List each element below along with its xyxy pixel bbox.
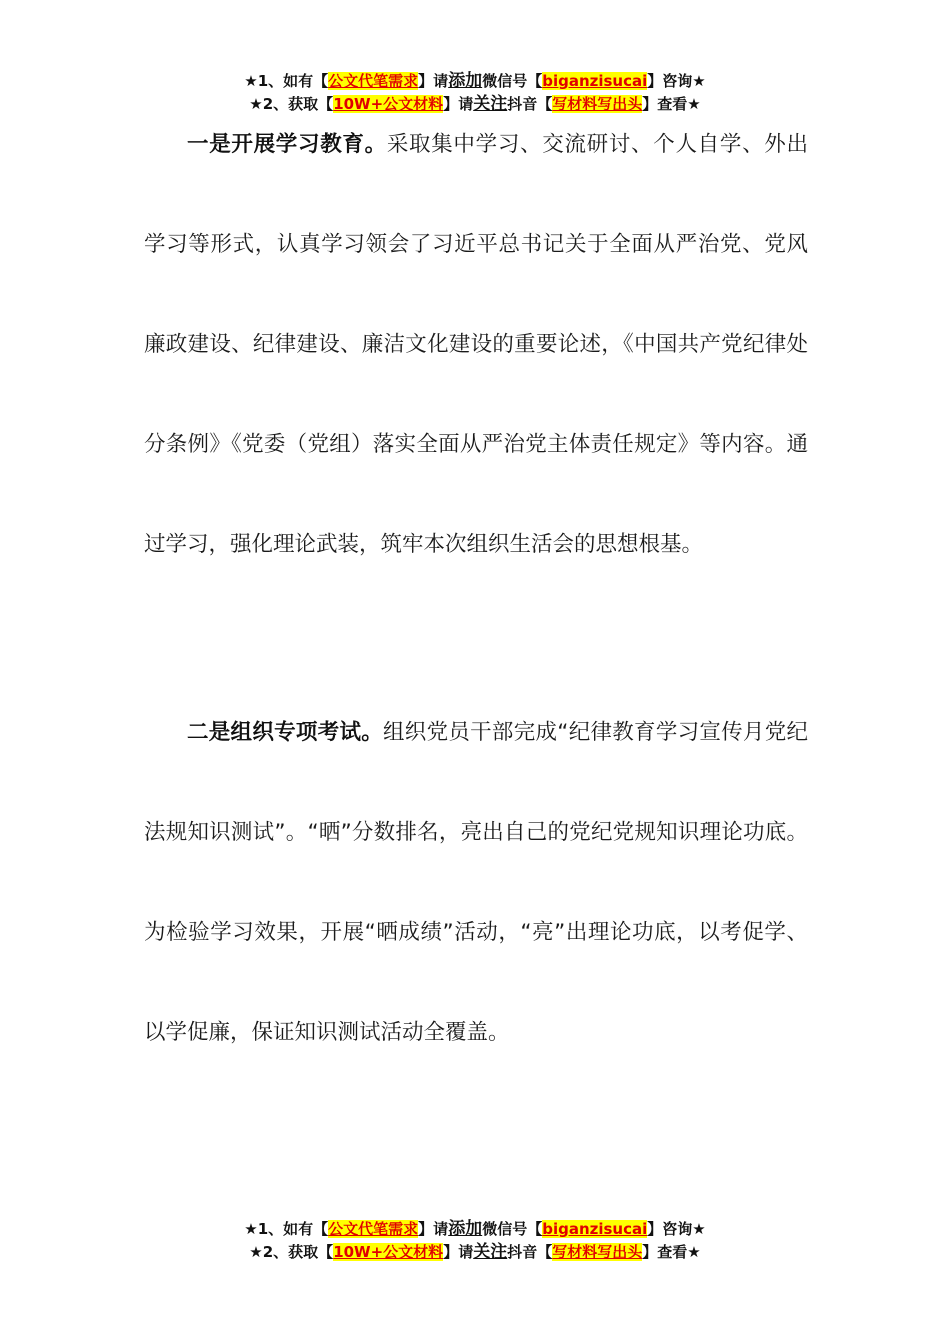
paragraph-emphasis: “晒”分数排名，亮出自己的党纪党规知识理论功底。 [307, 820, 808, 845]
paragraph-text: 为检验学习效果，开展“晒成绩”活动，“亮”出理论功底，以考促学、以学促廉，保证知识测试活动全覆盖。 [144, 920, 808, 1045]
highlight-service[interactable]: 公文代笔需求 [328, 72, 419, 90]
banner-line-1: ★1、如有【公文代笔需求】请添加微信号【biganzisucai】咨询★ [244, 71, 706, 91]
banner-line-2: ★2、获取【10W+公文材料】请关注抖音【写材料写出头】查看★ [249, 1242, 701, 1262]
paragraph-special-exam [144, 683, 808, 1083]
highlight-douyin-account[interactable]: 写材料写出头 [552, 95, 643, 113]
highlight-wechat-id[interactable]: biganzisucai [542, 1220, 648, 1238]
footer-banner [0, 1218, 950, 1264]
highlight-wechat-id[interactable]: biganzisucai [542, 72, 648, 90]
paragraph-heading: 一是开展学习教育。 [187, 132, 387, 157]
banner-line-1: ★1、如有【公文代笔需求】请添加微信号【biganzisucai】咨询★ [244, 1219, 706, 1239]
highlight-service[interactable]: 公文代笔需求 [328, 1220, 419, 1238]
paragraph-study-education [144, 95, 808, 595]
highlight-materials[interactable]: 10W+公文材料 [333, 1243, 444, 1261]
paragraph-text: 组织党员干部完成“纪律教育学习宣传月党纪法规知识测试”。 [144, 720, 808, 845]
paragraph-text: 采取集中学习、交流研讨、个人自学、外出学习等形式，认真学习领会了习近平总书记关于全面从严治党、党风廉政建设、纪律建设、廉洁文化建设的重要论述，《中国共产党纪律处分条例》《党委（党组）落实全面从严治党主体责任规定》等内容。通过学习，强化理论武装，筑牢本次组织生活会的思想根基。 [144, 132, 808, 557]
highlight-materials[interactable]: 10W+公文材料 [333, 95, 444, 113]
highlight-douyin-account[interactable]: 写材料写出头 [552, 1243, 643, 1261]
banner-line-2: ★2、获取【10W+公文材料】请关注抖音【写材料写出头】查看★ [249, 94, 701, 114]
paragraph-heading: 二是组织专项考试。 [187, 720, 384, 745]
